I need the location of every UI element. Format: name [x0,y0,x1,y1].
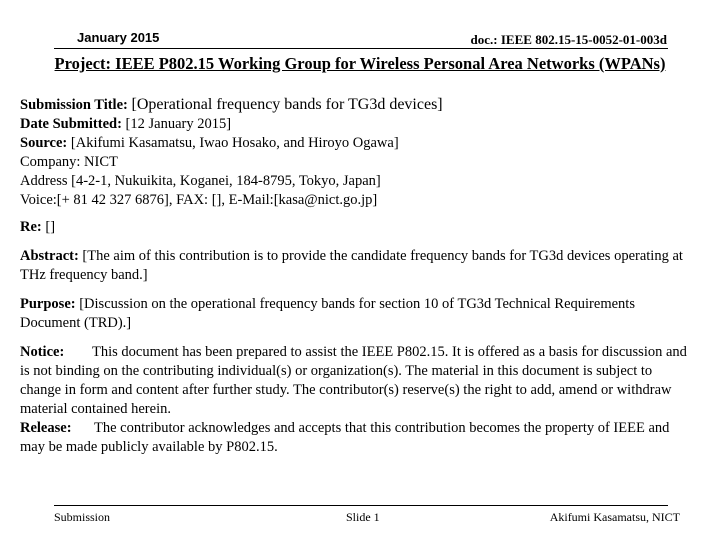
purpose-label: Purpose: [20,296,76,312]
notice-value: This document has been prepared to assist the IEEE P802.15. It is offered as a basis for discussion and is not binding on the contributing individual(s) or organization(s). The material in this document is subject to change in form and content after further study. The contributor(s) reserve(s) the right to add, amend or withdraw material contained herein. [20,344,687,417]
abstract-value: [The aim of this contribution is to provide the candidate frequency bands for TG3d devices operating at THz frequency band.] [20,248,683,283]
date-submitted-value: [12 January 2015] [125,116,232,132]
source-label: Source: [20,135,68,151]
submission-title-label: Submission Title: [20,97,128,113]
header-doc-id: doc.: IEEE 802.15-15-0052-01-003d [470,32,667,47]
header-divider [54,48,668,49]
release-value: The contributor acknowledges and accepts that this contribution becomes the property of IEEE and may be made publicly available by P802.15. [20,420,670,455]
notice-label: Notice: [20,344,65,360]
release-paragraph [20,419,690,457]
re-label: Re: [20,219,42,235]
header-date: January 2015 [77,30,160,45]
notice-paragraph [20,343,690,419]
page-title: Project: IEEE P802.15 Working Group for Wireless Personal Area Networks (WPANs) [54,54,666,73]
source-line [20,134,690,153]
abstract-paragraph [20,247,690,285]
purpose-value: [Discussion on the operational frequency bands for section 10 of TG3d Technical Requirements Document (TRD).] [20,296,635,331]
release-label: Release: [20,420,72,436]
footer-slide-number: Slide 1 [346,510,380,524]
submission-title-line [20,95,690,115]
abstract-label: Abstract: [20,248,79,264]
footer-left: Submission [54,510,111,524]
date-submitted-label: Date Submitted: [20,116,122,132]
source-value: [Akifumi Kasamatsu, Iwao Hosako, and Hiroyo Ogawa] [70,135,399,151]
voice-line: Voice:[+ 81 42 327 6876], FAX: [], E-Mail:[kasa@nict.go.jp] [20,192,378,208]
purpose-paragraph [20,295,690,333]
date-submitted-line [20,115,690,134]
footer-divider [54,505,668,506]
document-body [20,95,690,457]
company-line: Company: NICT [20,154,118,170]
re-value: [] [45,219,56,235]
address-line: Address [4-2-1, Nukuikita, Koganei, 184-8795, Tokyo, Japan] [20,173,381,189]
footer-author: Akifumi Kasamatsu, NICT [549,510,680,524]
re-line [20,218,690,237]
submission-title-value: [Operational frequency bands for TG3d devices] [131,96,443,113]
